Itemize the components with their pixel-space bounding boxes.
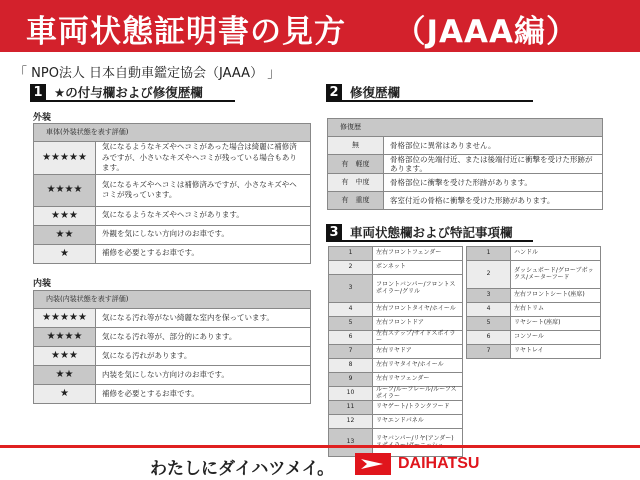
table-row xyxy=(329,373,463,387)
table-header xyxy=(34,291,311,309)
table-row xyxy=(329,387,463,401)
subtitle: 「 NPO法人 日本自動車鑑定協会（JAAA） 」 xyxy=(14,66,281,81)
header-cell: 内装(内装状態を表す評価) xyxy=(34,291,311,309)
description: 客室付近の骨格に衝撃を受けた形跡があります。 xyxy=(384,192,603,210)
section-number: 2 xyxy=(326,84,342,100)
table-row xyxy=(34,244,311,263)
section-3-heading xyxy=(326,224,533,242)
exterior-parts-table xyxy=(328,246,463,457)
part-name: リヤトレイ xyxy=(511,345,601,359)
section-title: 車両状態欄および特記事項欄 xyxy=(350,225,513,240)
description: 内装を気にしない方向けのお車です。 xyxy=(96,366,311,385)
table-row xyxy=(467,289,601,303)
table-row xyxy=(34,206,311,225)
table-row xyxy=(329,401,463,415)
repair-level: 有 重度 xyxy=(328,192,384,210)
table-row xyxy=(328,174,603,192)
table-row xyxy=(467,303,601,317)
section-title: 修復歴欄 xyxy=(350,85,401,100)
part-number: 4 xyxy=(467,303,511,317)
part-number: 5 xyxy=(329,317,373,331)
table-row xyxy=(329,247,463,261)
table-row xyxy=(328,192,603,210)
description: 骨格部位に衝撃を受けた形跡があります。 xyxy=(384,174,603,192)
part-number: 5 xyxy=(467,317,511,331)
part-name: ルーフ/ルーフレール/ルーフスポイラー xyxy=(373,387,463,401)
table-row xyxy=(329,345,463,359)
table-row xyxy=(328,137,603,155)
table-row xyxy=(34,385,311,404)
slogan-logo: わたしにダイハツメイ。 xyxy=(150,459,335,479)
star-rating: ★★★★★ xyxy=(34,309,96,328)
table-row xyxy=(34,142,311,175)
description: 骨格部位に異常はありません。 xyxy=(384,137,603,155)
section-title: ★の付与欄および修復歴欄 xyxy=(54,85,203,100)
exterior-rating-table xyxy=(33,123,311,264)
star-rating: ★★★ xyxy=(34,206,96,225)
table-row xyxy=(329,429,463,457)
repair-level: 有 軽度 xyxy=(328,155,384,174)
description: 外観を気にしない方向けのお車です。 xyxy=(96,225,311,244)
part-name: リヤエンドパネル xyxy=(373,415,463,429)
description: 補修を必要とするお車です。 xyxy=(96,244,311,263)
part-number: 4 xyxy=(329,303,373,317)
part-number: 13 xyxy=(329,429,373,457)
description: 気になる汚れがあります。 xyxy=(96,347,311,366)
part-number: 7 xyxy=(329,345,373,359)
part-number: 2 xyxy=(467,261,511,289)
interior-parts-table xyxy=(466,246,601,359)
table-row xyxy=(34,225,311,244)
description: 気になる汚れ等が、部分的にあります。 xyxy=(96,328,311,347)
part-number: 7 xyxy=(467,345,511,359)
part-name: リヤゲート/トランクフード xyxy=(373,401,463,415)
part-name: ボンネット xyxy=(373,261,463,275)
table-row xyxy=(329,359,463,373)
table-row xyxy=(34,174,311,206)
table-row xyxy=(329,303,463,317)
table-row xyxy=(467,247,601,261)
star-rating: ★ xyxy=(34,244,96,263)
table-row xyxy=(34,309,311,328)
header-cell: 修復歴 xyxy=(328,119,603,137)
part-number: 6 xyxy=(329,331,373,345)
part-number: 1 xyxy=(467,247,511,261)
table-row xyxy=(34,347,311,366)
part-name: フロントバンパー/フロントスポイラー/グリル xyxy=(373,275,463,303)
star-rating: ★★★★ xyxy=(34,174,96,206)
header-cell: 車体(外装状態を表す評価) xyxy=(34,124,311,142)
section-number: 1 xyxy=(30,84,46,100)
part-name: 左右トリム xyxy=(511,303,601,317)
page-title: 車両状態証明書の見方 （JAAA編） xyxy=(0,0,640,52)
table-row xyxy=(467,345,601,359)
part-number: 12 xyxy=(329,415,373,429)
section-number: 3 xyxy=(326,224,342,240)
footer-divider xyxy=(0,445,640,448)
table-row xyxy=(329,261,463,275)
star-rating: ★★ xyxy=(34,366,96,385)
part-number: 11 xyxy=(329,401,373,415)
part-name: ハンドル xyxy=(511,247,601,261)
table-row xyxy=(467,331,601,345)
part-name: リヤシート(座席) xyxy=(511,317,601,331)
section-1-heading xyxy=(30,84,235,102)
part-name: 左右フロントタイヤ/ホイール xyxy=(373,303,463,317)
description: 気になるようなキズやヘコミがあります。 xyxy=(96,206,311,225)
part-name: 左右フロントフェンダー xyxy=(373,247,463,261)
part-name: 左右リヤタイヤ/ホイール xyxy=(373,359,463,373)
repair-history-table xyxy=(327,118,603,210)
part-name: 左右ステップ/サイドスポイラー xyxy=(373,331,463,345)
repair-level: 有 中度 xyxy=(328,174,384,192)
part-number: 3 xyxy=(329,275,373,303)
part-name: 左右リヤドア xyxy=(373,345,463,359)
part-name: コンソール xyxy=(511,331,601,345)
table-row xyxy=(329,317,463,331)
part-number: 8 xyxy=(329,359,373,373)
repair-level: 無 xyxy=(328,137,384,155)
star-rating: ★★★★★ xyxy=(34,142,96,175)
part-name: 左右フロントドア xyxy=(373,317,463,331)
table-header xyxy=(34,124,311,142)
daihatsu-emblem-icon xyxy=(355,453,391,475)
brand-logo: DAIHATSU xyxy=(398,455,480,472)
description: 気になるようなキズやヘコミがあった場合は綺麗に補修済みですが、小さいなキズやヘコミが残っている場合もあります。 xyxy=(96,142,311,175)
table-row xyxy=(329,275,463,303)
star-rating: ★★★ xyxy=(34,347,96,366)
part-number: 6 xyxy=(467,331,511,345)
part-number: 10 xyxy=(329,387,373,401)
description: 骨格部位の先端付近、または後端付近に衝撃を受けた形跡があります。 xyxy=(384,155,603,174)
table-row xyxy=(329,331,463,345)
part-name: ダッシュボード/グローブボックス/メーターフード xyxy=(511,261,601,289)
star-rating: ★ xyxy=(34,385,96,404)
part-name: 左右フロントシート(座席) xyxy=(511,289,601,303)
table-row xyxy=(328,155,603,174)
star-rating: ★★ xyxy=(34,225,96,244)
table-row xyxy=(329,415,463,429)
part-name: 左右リヤフェンダー xyxy=(373,373,463,387)
part-number: 1 xyxy=(329,247,373,261)
table-row xyxy=(34,328,311,347)
interior-rating-table xyxy=(33,290,311,404)
star-rating: ★★★★ xyxy=(34,328,96,347)
part-name: リヤバンパー/リヤ(アンダー) xyxy=(373,429,463,457)
description: 補修を必要とするお車です。 xyxy=(96,385,311,404)
interior-label: 内装 xyxy=(33,279,52,289)
table-row xyxy=(34,366,311,385)
part-number: 3 xyxy=(467,289,511,303)
part-number: 9 xyxy=(329,373,373,387)
description: 気になるキズやヘコミは補修済みですが、小さなキズやヘコミが残っています。 xyxy=(96,174,311,206)
table-row xyxy=(467,261,601,289)
table-row xyxy=(467,317,601,331)
section-2-heading xyxy=(326,84,533,102)
description: 気になる汚れ等がない綺麗な室内を保っています。 xyxy=(96,309,311,328)
part-number: 2 xyxy=(329,261,373,275)
exterior-label: 外装 xyxy=(33,113,52,123)
